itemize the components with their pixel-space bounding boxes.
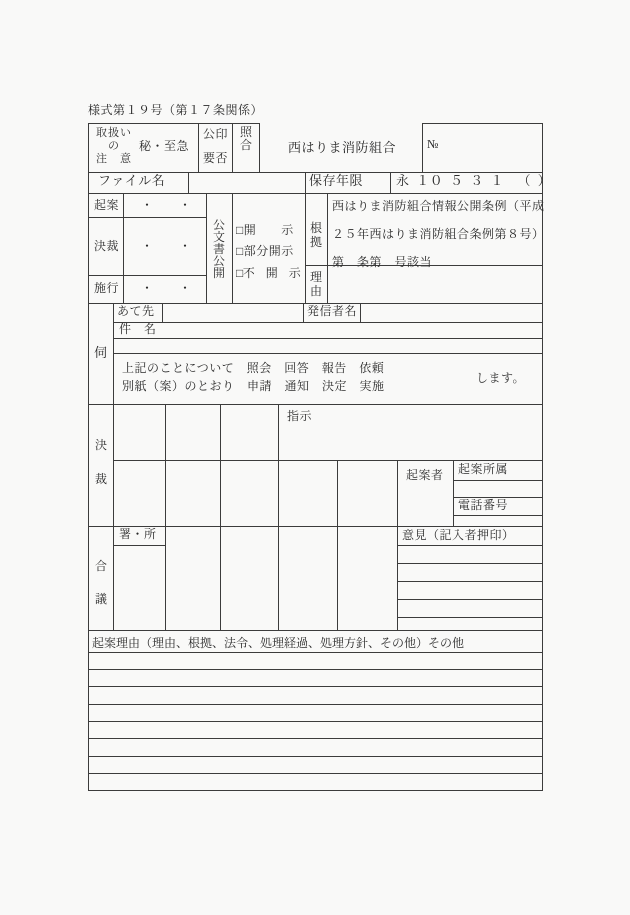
grid-line xyxy=(88,704,542,705)
grid-line xyxy=(305,172,306,193)
grid-line xyxy=(198,123,199,172)
grid-line xyxy=(337,460,338,526)
date-separator-dot: ・ xyxy=(141,281,154,295)
draft-reason-label: 起案理由（理由、根拠、法令、処理経過、処理方針、その他）その他 xyxy=(92,636,465,650)
grid-line xyxy=(113,545,165,546)
grid-line xyxy=(397,617,542,618)
grid-line xyxy=(88,217,206,218)
grid-line xyxy=(360,303,361,322)
drafter-label: 起案者 xyxy=(406,468,444,482)
grid-line xyxy=(162,303,163,322)
grid-line xyxy=(542,123,543,791)
sender-name-label: 発信者名 xyxy=(307,304,358,318)
grid-line xyxy=(327,193,328,303)
grid-line xyxy=(113,526,114,630)
opinion-label: 意見（記入者押印） xyxy=(402,528,515,542)
grid-line xyxy=(165,526,166,630)
grid-line xyxy=(165,404,166,526)
grid-line xyxy=(206,193,207,303)
grid-line xyxy=(113,322,542,323)
grid-line xyxy=(397,460,398,526)
retention-period-values: 永 １０ ５ ３ １ （ ） xyxy=(396,173,552,188)
basis-ordinance-text: ２５年西はりま消防組合条例第８号） xyxy=(332,227,545,241)
grid-line xyxy=(113,460,542,461)
grid-line xyxy=(88,652,542,653)
drafter-department-label: 起案所属 xyxy=(458,462,509,476)
secret-urgent-label: 秘・至急 xyxy=(139,139,190,153)
statement-line: 別紙（案）のとおり 申請 通知 決定 実施 xyxy=(122,379,385,393)
grid-line xyxy=(88,790,543,791)
grid-line xyxy=(123,193,124,303)
grid-line xyxy=(188,172,189,193)
grid-line xyxy=(113,404,114,526)
grid-line xyxy=(220,404,221,526)
handling-caution-label: 取扱い xyxy=(96,127,132,139)
grid-line xyxy=(88,404,542,405)
reason-label: 理由 xyxy=(309,270,322,298)
grid-line xyxy=(305,193,306,303)
phone-number-label: 電話番号 xyxy=(458,498,509,512)
grid-line xyxy=(422,123,423,172)
approval-date-label: 決裁 xyxy=(94,239,120,253)
grid-line xyxy=(232,193,233,303)
grid-line xyxy=(232,123,233,172)
grid-line xyxy=(88,193,542,194)
council-section-label: 合議 xyxy=(94,559,107,606)
grid-line xyxy=(453,480,542,481)
grid-line xyxy=(397,545,542,546)
grid-line xyxy=(88,123,259,124)
grid-line xyxy=(88,756,542,757)
grid-line xyxy=(88,721,542,722)
grid-line xyxy=(397,599,542,600)
grid-line xyxy=(337,526,338,630)
basis-ordinance-text: 第 条第 号該当 xyxy=(332,255,433,269)
grid-line xyxy=(422,123,542,124)
form-number-title: 様式第１９号（第１７条関係） xyxy=(88,103,264,117)
official-seal-label: 要否 xyxy=(203,151,229,165)
document-number-label: № xyxy=(427,137,439,151)
statement-suffix: します。 xyxy=(476,371,526,385)
date-separator-dot: ・ xyxy=(179,198,192,212)
date-separator-dot: ・ xyxy=(141,239,154,253)
office-station-label: 署・所 xyxy=(119,527,157,541)
basis-ordinance-text: 西はりま消防組合情報公開条例（平成 xyxy=(332,199,545,213)
disclosure-open-checkbox: □開 示 xyxy=(236,223,294,237)
grid-line xyxy=(88,275,206,276)
file-name-label: ファイル名 xyxy=(98,173,166,188)
organization-name: 西はりま消防組合 xyxy=(288,140,397,155)
grid-line xyxy=(220,526,221,630)
grid-line xyxy=(278,526,279,630)
grid-line xyxy=(453,515,542,516)
grid-line xyxy=(303,303,304,322)
grid-line xyxy=(397,563,542,564)
disclosure-closed-checkbox: □不 開 示 xyxy=(236,266,301,280)
addressee-label: あて先 xyxy=(117,304,155,318)
subject-label: 件 名 xyxy=(119,322,157,336)
grid-line xyxy=(397,526,398,630)
grid-line xyxy=(453,460,454,526)
official-seal-label: 公印 xyxy=(203,127,229,141)
collation-label: 照合 xyxy=(239,125,252,152)
draft-date-label: 起案 xyxy=(94,198,120,212)
grid-line xyxy=(88,686,542,687)
grid-line xyxy=(113,303,114,404)
statement-line: 上記のことについて 照会 回答 報告 依頼 xyxy=(122,361,385,375)
grid-line xyxy=(88,123,89,791)
date-separator-dot: ・ xyxy=(179,239,192,253)
grid-line xyxy=(113,353,542,354)
disclosure-column-label: 公文書公開 xyxy=(212,218,225,280)
grid-line xyxy=(397,581,542,582)
retention-period-label: 保存年限 xyxy=(309,173,364,188)
grid-line xyxy=(88,738,542,739)
handling-caution-label: 注 意 xyxy=(96,153,132,165)
grid-line xyxy=(278,404,279,526)
instruction-label: 指示 xyxy=(287,409,313,423)
grid-line xyxy=(113,338,542,339)
grid-line xyxy=(88,669,542,670)
grid-line xyxy=(390,172,391,193)
inquiry-section-label: 伺 xyxy=(94,345,108,360)
handling-caution-label: の xyxy=(108,140,120,152)
disclosure-partial-checkbox: □部分開示 xyxy=(236,244,294,258)
grid-line xyxy=(88,773,542,774)
grid-line xyxy=(259,123,260,172)
grid-line xyxy=(88,630,542,631)
approval-section-label: 決裁 xyxy=(94,438,107,486)
date-separator-dot: ・ xyxy=(141,198,154,212)
date-separator-dot: ・ xyxy=(179,281,192,295)
enforcement-date-label: 施行 xyxy=(94,281,120,295)
basis-label: 根拠 xyxy=(309,221,322,249)
